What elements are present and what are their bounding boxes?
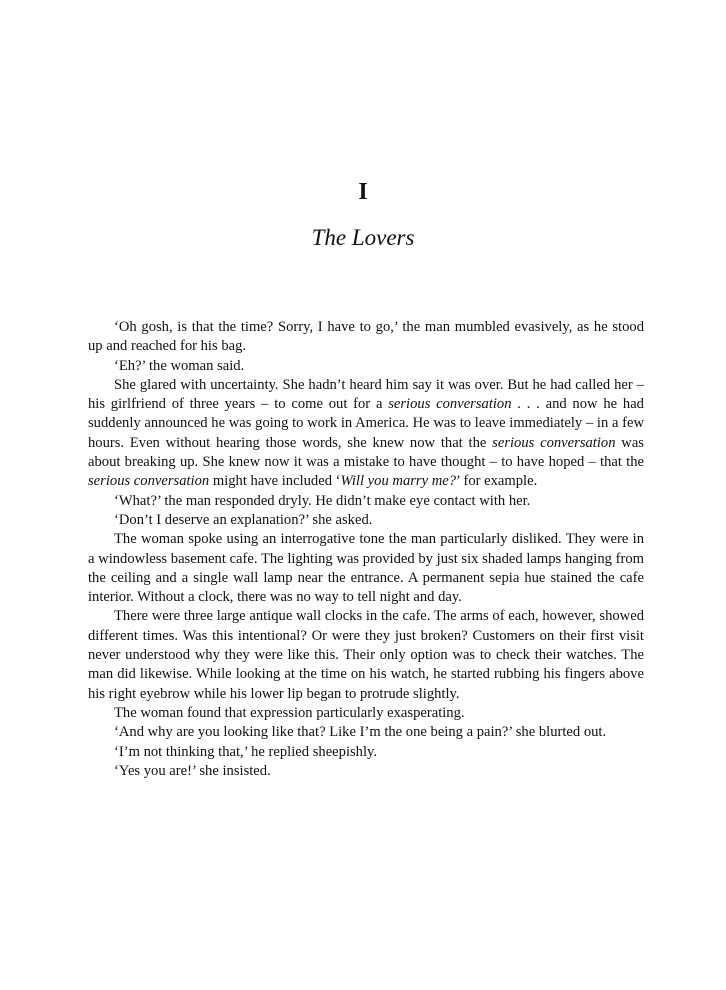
italic-run: serious conversation	[492, 434, 616, 451]
paragraph	[88, 762, 644, 781]
paragraph	[88, 743, 644, 762]
text-run: ‘And why are you looking like that? Like I’m the one being a pain?’ she blurted out.	[114, 724, 607, 741]
text-run: ‘What?’ the man responded dryly. He didn’t make eye contact with her.	[114, 492, 531, 509]
text-run: The woman spoke using an interrogative tone the man particularly disliked. They were in a windowless basement cafe. The lighting was provided by just six shaded lamps hanging from the ceiling and a single wall lamp near the entrance. A permanent sepia hue stained the cafe interior. Without a clock, there was no way to tell night and day.	[88, 531, 644, 606]
text-run: was about breaking up. She knew now it was a mistake to have thought – to have hoped – that the	[88, 434, 644, 471]
text-run: ‘Yes you are!’ she insisted.	[114, 762, 271, 779]
text-run: ‘I’m not thinking that,’ he replied sheepishly.	[114, 743, 378, 760]
paragraph	[88, 318, 644, 357]
paragraph	[88, 723, 644, 742]
italic-run: Will you marry me?	[340, 473, 457, 490]
chapter-title: The Lovers	[311, 225, 415, 250]
text-run: ’ for example.	[456, 473, 538, 490]
text-run: . . . and now he had suddenly announced he was going to work in America. He was to leave immediately – in a few hours. Even without hearing those words, she knew now that the	[88, 396, 644, 451]
text-run: ‘Don’t I deserve an explanation?’ she asked.	[114, 511, 373, 528]
paragraph	[88, 704, 644, 723]
italic-run: serious conversation	[388, 396, 512, 413]
text-run: She glared with uncertainty. She hadn’t heard him say it was over. But he had called her – his girlfriend of three years – to come out for a	[88, 376, 644, 413]
italic-run: serious conversation	[88, 473, 210, 490]
paragraph	[88, 607, 644, 703]
paragraph	[88, 492, 644, 511]
paragraph	[88, 376, 644, 492]
text-run: ‘Oh gosh, is that the time? Sorry, I have to go,’ the man mumbled evasively, as he stood up and reached for his bag.	[88, 319, 644, 355]
chapter-number: I	[358, 179, 368, 205]
chapter-body-text	[88, 318, 644, 781]
paragraph	[88, 357, 644, 376]
paragraph	[88, 511, 644, 530]
text-run: The woman found that expression particularly exasperating.	[114, 704, 465, 721]
paragraph	[88, 530, 644, 607]
text-run: There were three large antique wall clocks in the cafe. The arms of each, however, showed different times. Was this intentional? Or were they just broken? Customers on their first visit never understood why they were like this. Their only option was to check their watches. The man did likewise. While looking at the time on his watch, he started rubbing his fingers above his right eyebrow while his lower lip began to protrude slightly.	[88, 608, 644, 702]
text-run: ‘Eh?’ the woman said.	[114, 357, 245, 374]
text-run: might have included ‘	[209, 473, 341, 490]
